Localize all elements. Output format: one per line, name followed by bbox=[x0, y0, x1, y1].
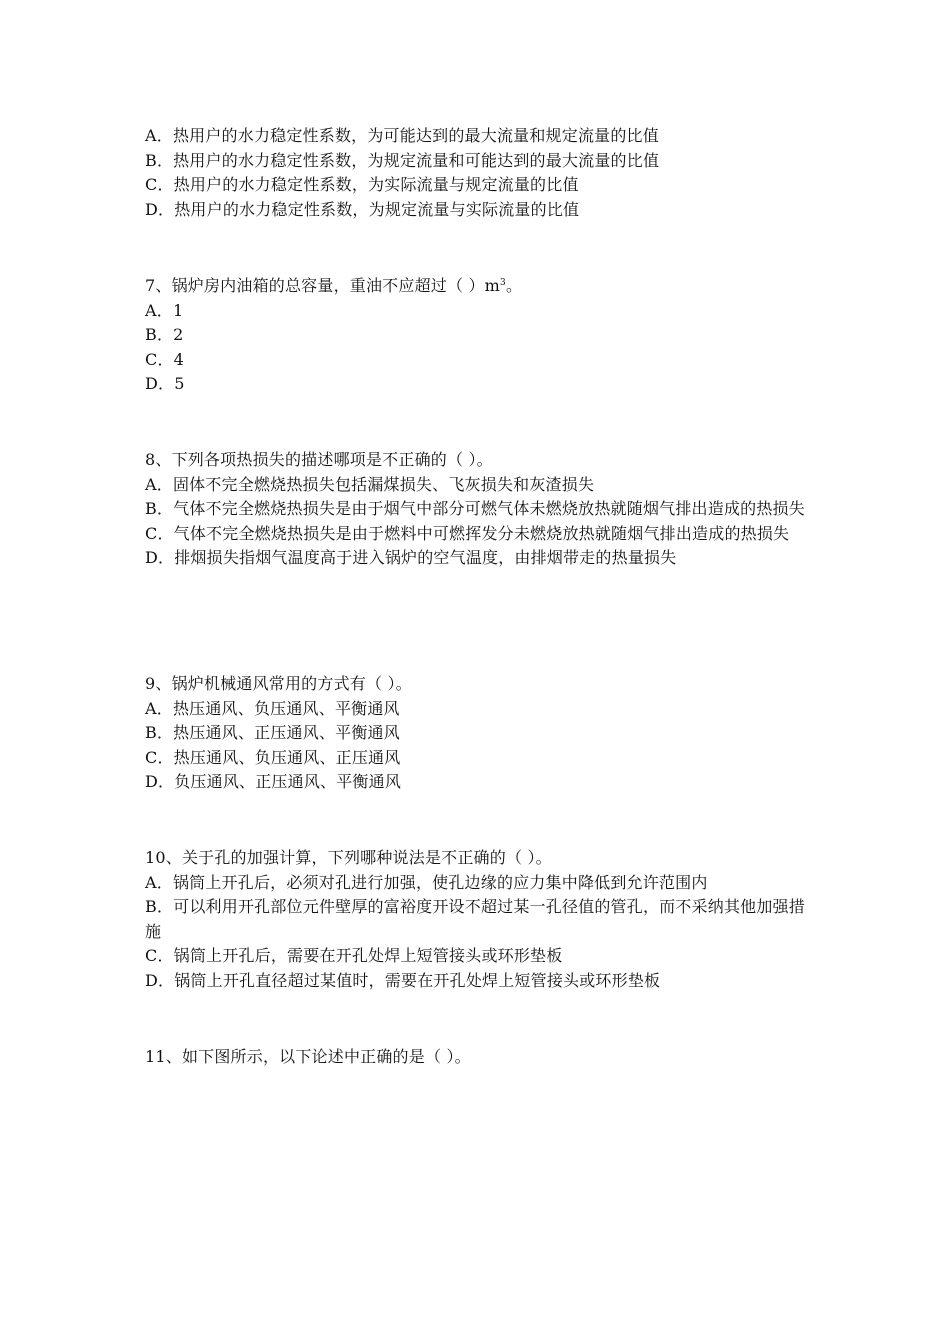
question-stem: 9、锅炉机械通风常用的方式有（ ）。 bbox=[145, 674, 412, 693]
option-a: A．锅筒上开孔后，必须对孔进行加强，使孔边缘的应力集中降低到允许范围内 bbox=[145, 872, 708, 892]
option-a: A．热用户的水力稳定性系数，为可能达到的最大流量和规定流量的比值 bbox=[145, 126, 659, 145]
option-d: D．5 bbox=[145, 374, 185, 393]
option-b: B．可以利用开孔部位元件壁厚的富裕度开设不超过某一孔径值的管孔，而不采纳其他加强措施 bbox=[145, 897, 805, 941]
option-c: C．热用户的水力稳定性系数，为实际流量与规定流量的比值 bbox=[145, 175, 579, 194]
question-stem: 8、下列各项热损失的描述哪项是不正确的（ ）。 bbox=[145, 450, 493, 469]
option-c: C．气体不完全燃烧热损失是由于燃料中可燃挥发分未燃烧放热就随烟气排出造成的热损失 bbox=[145, 523, 790, 543]
option-c: C．锅筒上开孔后，需要在开孔处焊上短管接头或环形垫板 bbox=[145, 946, 563, 965]
question-7 bbox=[145, 274, 825, 397]
option-d: D．排烟损失指烟气温度高于进入锅炉的空气温度，由排烟带走的热量损失 bbox=[145, 548, 677, 567]
stem-text: 7、锅炉房内油箱的总容量，重油不应超过（ ）m bbox=[145, 276, 501, 295]
option-b: B．气体不完全燃烧热损失是由于烟气中部分可燃气体未燃烧放热就随烟气排出造成的热损失 bbox=[145, 499, 805, 518]
question-11 bbox=[145, 1045, 825, 1070]
option-c: C．热压通风、负压通风、正压通风 bbox=[145, 747, 401, 767]
question-6-options bbox=[145, 124, 825, 222]
option-a: A．固体不完全燃烧热损失包括漏煤损失、飞灰损失和灰渣损失 bbox=[145, 474, 595, 494]
unit-superscript: 3 bbox=[500, 278, 506, 288]
question-8 bbox=[145, 448, 825, 571]
option-d: D．锅筒上开孔直径超过某值时，需要在开孔处焊上短管接头或环形垫板 bbox=[145, 970, 661, 990]
question-stem: 10、关于孔的加强计算，下列哪种说法是不正确的（ ）。 bbox=[145, 848, 552, 867]
option-a: A．1 bbox=[145, 300, 184, 320]
option-b: B．热压通风、正压通风、平衡通风 bbox=[145, 723, 400, 742]
question-10 bbox=[145, 846, 825, 993]
option-c: C．4 bbox=[145, 349, 185, 369]
question-stem: 11、如下图所示，以下论述中正确的是（ ）。 bbox=[145, 1047, 471, 1066]
option-a: A．热压通风、负压通风、平衡通风 bbox=[145, 698, 400, 718]
option-b: B．2 bbox=[145, 325, 184, 344]
question-stem bbox=[145, 274, 825, 299]
option-d: D．热用户的水力稳定性系数，为规定流量与实际流量的比值 bbox=[145, 199, 580, 219]
option-b: B．热用户的水力稳定性系数，为规定流量和可能达到的最大流量的比值 bbox=[145, 150, 660, 170]
option-d: D．负压通风、正压通风、平衡通风 bbox=[145, 772, 402, 791]
stem-end: 。 bbox=[505, 276, 523, 295]
question-9 bbox=[145, 672, 825, 795]
